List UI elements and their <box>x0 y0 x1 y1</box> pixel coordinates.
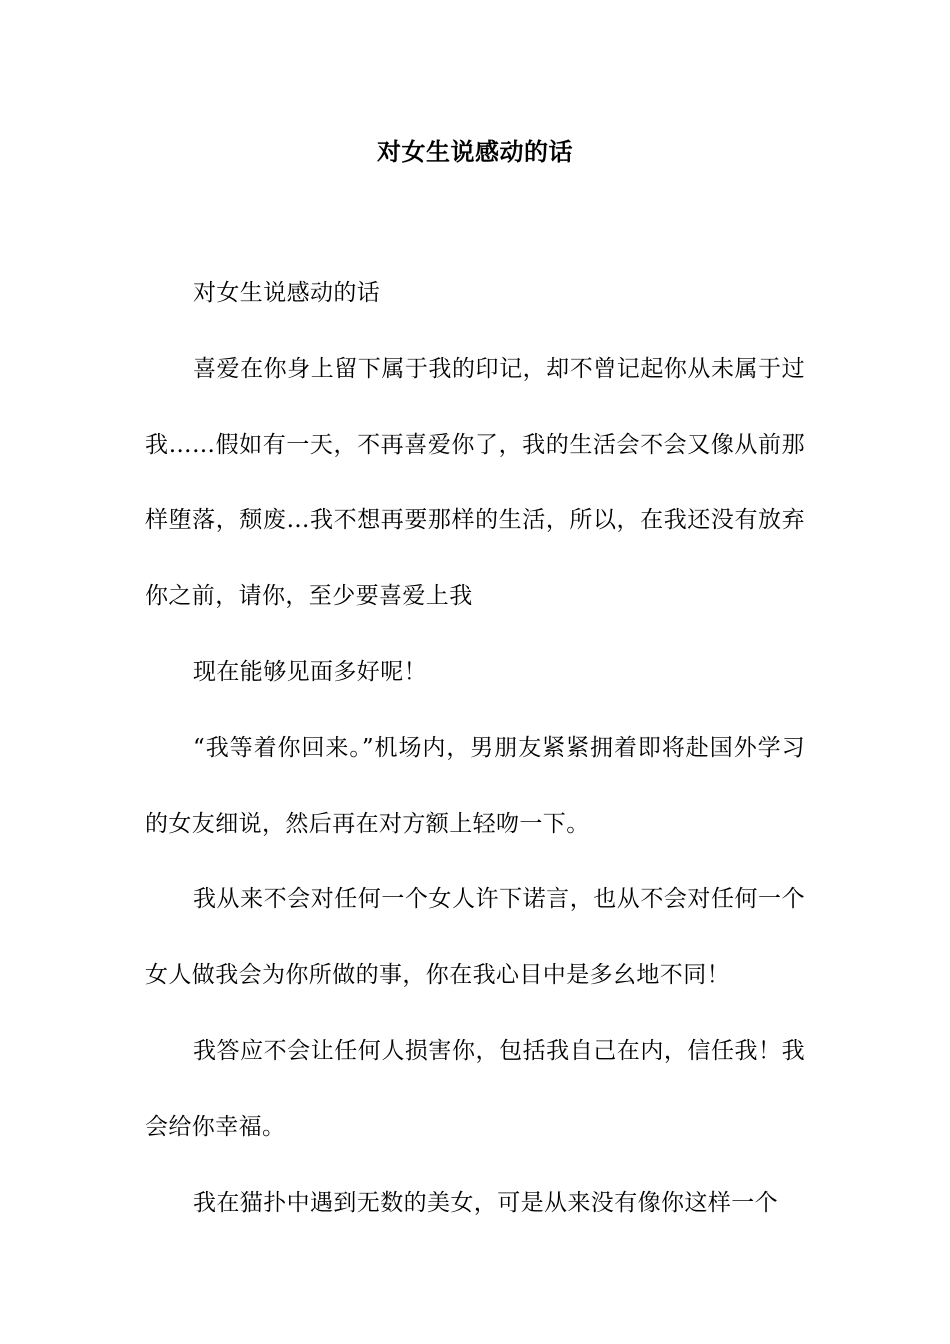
document-body <box>145 256 805 1241</box>
document-title: 对女生说感动的话 <box>377 137 573 166</box>
paragraph: 我在猫扑中遇到无数的美女，可是从来没有像你这样一个 <box>193 1189 778 1216</box>
paragraph: 对女生说感动的话 <box>193 280 381 306</box>
paragraph: “我等着你回来。”机场内，男朋友紧紧拥着即将赴国外学习的女友细说，然后再在对方额上轻吻一下。 <box>145 734 805 837</box>
paragraph: 我从来不会对任何一个女人许下诺言，也从不会对任何一个女人做我会为你所做的事，你在我心目中是多幺地不同！ <box>145 886 805 989</box>
paragraph: 喜爱在你身上留下属于我的印记，却不曾记起你从未属于过我……假如有一天，不再喜爱你了，我的生活会不会又像从前那样堕落，颓废…我不想再要那样的生活，所以，在我还没有放弃你之前，请你，至少要喜爱上我 <box>145 355 805 610</box>
paragraph: 现在能够见面多好呢！ <box>193 658 427 685</box>
paragraph: 我答应不会让任何人损害你，包括我自己在内，信任我！我会给你幸福。 <box>145 1037 805 1140</box>
